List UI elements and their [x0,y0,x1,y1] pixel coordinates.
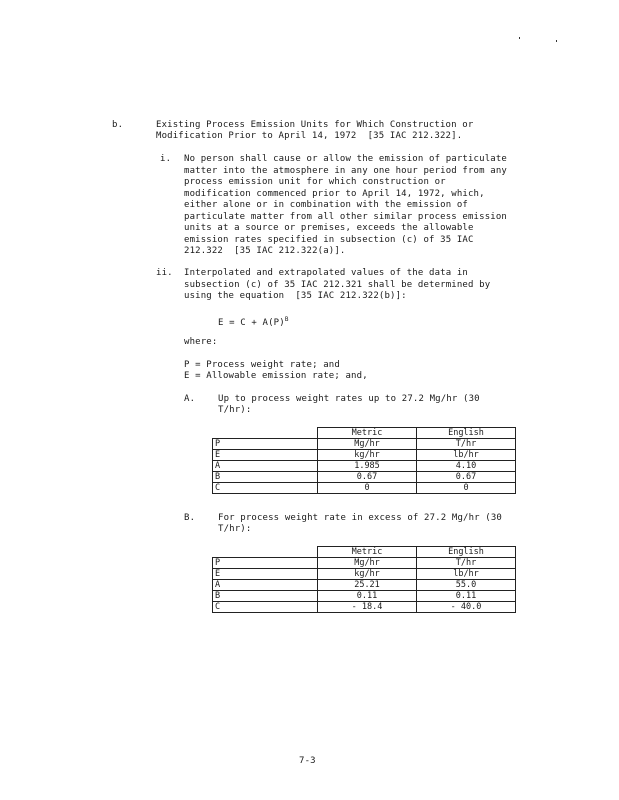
equation: $E = C + A(P)^B$ [218,316,289,328]
row-label: P [213,558,318,569]
row-label: A [213,461,318,472]
item-i-line: process emission unit for which construction or [184,177,446,187]
item-i-marker: i. [160,154,172,164]
scan-speck [519,37,520,39]
english-value: T/hr [417,558,516,569]
sub-b-line1: For process weight rate in excess of 27.2 Mg/hr (30 [218,513,502,523]
metric-value: Mg/hr [318,439,417,450]
sub-b-line2: T/hr): [218,524,252,534]
english-value: lb/hr [417,569,516,580]
item-i-line: either alone or in combination with the emission of [184,200,468,210]
table-row [213,472,516,483]
column-header-english: English [417,547,516,558]
row-label: E [213,569,318,580]
item-ii-marker: ii. [156,268,173,278]
english-value: 0.11 [417,591,516,602]
column-header-metric: Metric [318,428,417,439]
metric-value: 0.11 [318,591,417,602]
definition-line: E = Allowable emission rate; and, [184,371,368,381]
table-header-row [213,547,516,558]
page-number: 7-3 [299,756,316,766]
item-i-line: modification commenced prior to April 14, 1972, which, [184,189,485,199]
table-corner-cell [213,428,318,439]
english-value: 0 [417,483,516,494]
item-i-line: 212.322 [35 IAC 212.322(a)]. [184,246,346,256]
english-value: 0.67 [417,472,516,483]
metric-value: 25.21 [318,580,417,591]
row-label: C [213,483,318,494]
english-value: 4.10 [417,461,516,472]
item-i-line: particulate matter from all other similar process emission [184,212,507,222]
definition-line: P = Process weight rate; and [184,360,340,370]
english-value: T/hr [417,439,516,450]
metric-value: kg/hr [318,569,417,580]
english-value: - 40.0 [417,602,516,613]
item-ii-line: subsection (c) of 35 IAC 212.321 shall be determined by [184,280,491,290]
item-i-line: matter into the atmosphere in any one hour period from any [184,166,507,176]
scan-speck [556,40,557,42]
row-label: P [213,439,318,450]
item-ii-line: using the equation [35 IAC 212.322(b)]: [184,291,407,301]
table-row [213,591,516,602]
sub-b-marker: B. [184,513,196,523]
table-row [213,461,516,472]
metric-value: kg/hr [318,450,417,461]
section-heading-line1: Existing Process Emission Units for Which Construction or [156,120,474,130]
sub-a-marker: A. [184,394,196,404]
metric-value: Mg/hr [318,558,417,569]
coefficient-table-a [212,427,516,494]
table-row [213,439,516,450]
english-value: 55.0 [417,580,516,591]
row-label: C [213,602,318,613]
item-i-line: units at a source or premises, exceeds the allowable [184,223,474,233]
metric-value: 0 [318,483,417,494]
table-row [213,483,516,494]
sub-a-line1: Up to process weight rates up to 27.2 Mg/hr (30 [218,394,480,404]
metric-value: 0.67 [318,472,417,483]
row-label: B [213,591,318,602]
metric-value: - 18.4 [318,602,417,613]
table-corner-cell [213,547,318,558]
column-header-metric: Metric [318,547,417,558]
metric-value: 1.985 [318,461,417,472]
english-value: lb/hr [417,450,516,461]
table-header-row [213,428,516,439]
table-row [213,450,516,461]
column-header-english: English [417,428,516,439]
table-row [213,558,516,569]
table-row [213,569,516,580]
sub-a-line2: T/hr): [218,405,252,415]
item-i-line: emission rates specified in subsection (c) of 35 IAC [184,235,474,245]
row-label: B [213,472,318,483]
table-row [213,602,516,613]
row-label: A [213,580,318,591]
where-label: where: [184,337,218,347]
section-heading-line2: Modification Prior to April 14, 1972 [35 IAC 212.322]. [156,131,463,141]
section-marker: b. [112,120,124,130]
item-ii-line: Interpolated and extrapolated values of the data in [184,268,468,278]
item-i-line: No person shall cause or allow the emission of particulate [184,154,507,164]
row-label: E [213,450,318,461]
coefficient-table-b [212,546,516,613]
table-row [213,580,516,591]
